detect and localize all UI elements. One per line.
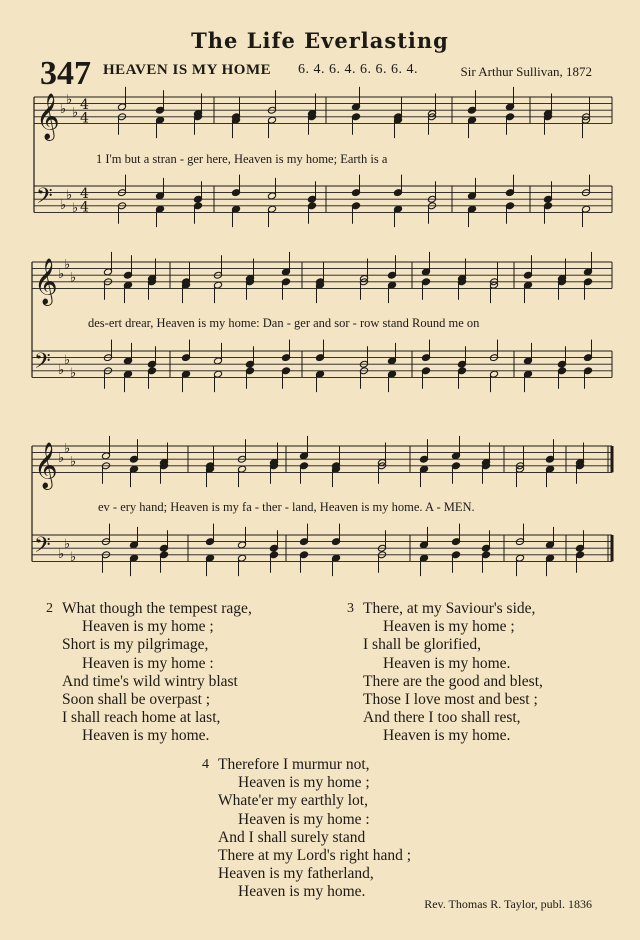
bass-clef: 𝄢 bbox=[34, 349, 51, 380]
verse-line: What though the tempest rage, bbox=[62, 600, 252, 617]
flat-sign: ♭ bbox=[70, 366, 77, 382]
verse-line: Short is my pilgrimage, bbox=[62, 636, 209, 654]
verse-line: Heaven is my home. bbox=[82, 727, 210, 745]
flat-sign: ♭ bbox=[70, 454, 77, 470]
verse-line: Those I love most and best ; bbox=[363, 691, 538, 709]
flat-sign: ♭ bbox=[58, 546, 65, 562]
flat-sign: ♭ bbox=[72, 201, 79, 217]
flat-sign: ♭ bbox=[64, 441, 71, 457]
verse-3 bbox=[363, 600, 543, 746]
verse-line: Heaven is my fatherland, bbox=[218, 865, 374, 883]
treble-clef: 𝄞 bbox=[36, 93, 60, 140]
verse-line: Heaven is my home : bbox=[82, 654, 214, 672]
composer: Sir Arthur Sullivan, 1872 bbox=[460, 64, 592, 79]
section-title: The Life Everlasting bbox=[191, 28, 449, 53]
verse-line: Heaven is my home ; bbox=[383, 618, 515, 636]
flat-sign: ♭ bbox=[64, 536, 71, 552]
bass-clef: 𝄢 bbox=[34, 533, 51, 564]
verse-line: And time's wild wintry blast bbox=[62, 672, 238, 690]
verse-line: Heaven is my home. bbox=[383, 727, 511, 745]
verse-line: And I shall surely stand bbox=[218, 828, 366, 846]
verse-number-3: 3 bbox=[347, 601, 354, 616]
flat-sign: ♭ bbox=[60, 102, 67, 118]
verse-line: Heaven is my home ; bbox=[82, 618, 214, 636]
verse-line: There at my Lord's right hand ; bbox=[218, 847, 412, 865]
meter: 6. 4. 6. 4. 6. 6. 6. 4. bbox=[298, 62, 418, 77]
verse-line: Therefore I murmur not, bbox=[218, 756, 370, 773]
verse-line: Heaven is my home ; bbox=[238, 774, 370, 792]
hymn-title: HEAVEN IS MY HOME bbox=[103, 62, 272, 78]
flat-sign: ♭ bbox=[64, 257, 71, 273]
time-signature-numerator: 4 bbox=[80, 186, 89, 203]
lyric-line-1: 1 I'm but a stran - ger here, Heaven is my home; Earth is a bbox=[96, 152, 388, 166]
author-credit: Rev. Thomas R. Taylor, publ. 1836 bbox=[424, 897, 592, 911]
verse-2 bbox=[62, 600, 252, 746]
lyric-line-2: des-ert drear, Heaven is my home: Dan - ger and sor - row stand Round me on bbox=[88, 316, 480, 330]
verse-line: Heaven is my home : bbox=[238, 810, 370, 828]
treble-clef: 𝄞 bbox=[34, 442, 58, 489]
verse-number-4: 4 bbox=[202, 757, 209, 772]
verse-line: Heaven is my home. bbox=[383, 654, 511, 672]
verse-line: I shall reach home at last, bbox=[62, 709, 221, 727]
flat-sign: ♭ bbox=[58, 362, 65, 378]
verse-line: Soon shall be overpast ; bbox=[62, 691, 211, 709]
verse-line: There are the good and blest, bbox=[363, 672, 543, 690]
flat-sign: ♭ bbox=[70, 550, 77, 566]
verse-line: There, at my Saviour's side, bbox=[363, 600, 536, 617]
flat-sign: ♭ bbox=[58, 267, 65, 283]
lyric-line-3: ev - ery hand; Heaven is my fa - ther - land, Heaven is my home. A - MEN. bbox=[98, 500, 475, 514]
verse-line: Whate'er my earthly lot, bbox=[218, 792, 368, 810]
flat-sign: ♭ bbox=[66, 187, 73, 203]
time-signature-numerator: 4 bbox=[80, 97, 89, 114]
hymn-number: 347 bbox=[40, 55, 91, 92]
verse-4 bbox=[218, 756, 411, 902]
verse-line: Heaven is my home. bbox=[238, 883, 366, 901]
flat-sign: ♭ bbox=[72, 105, 79, 121]
time-signature-denominator: 4 bbox=[80, 199, 89, 216]
treble-clef: 𝄞 bbox=[34, 258, 58, 305]
flat-sign: ♭ bbox=[60, 197, 67, 213]
flat-sign: ♭ bbox=[70, 270, 77, 286]
verse-line: And there I too shall rest, bbox=[363, 709, 521, 727]
flat-sign: ♭ bbox=[58, 451, 65, 467]
verse-line: I shall be glorified, bbox=[363, 636, 481, 654]
bass-clef: 𝄢 bbox=[36, 184, 53, 215]
verse-number-2: 2 bbox=[46, 601, 53, 616]
flat-sign: ♭ bbox=[64, 352, 71, 368]
flat-sign: ♭ bbox=[66, 92, 73, 108]
time-signature-denominator: 4 bbox=[80, 110, 89, 127]
